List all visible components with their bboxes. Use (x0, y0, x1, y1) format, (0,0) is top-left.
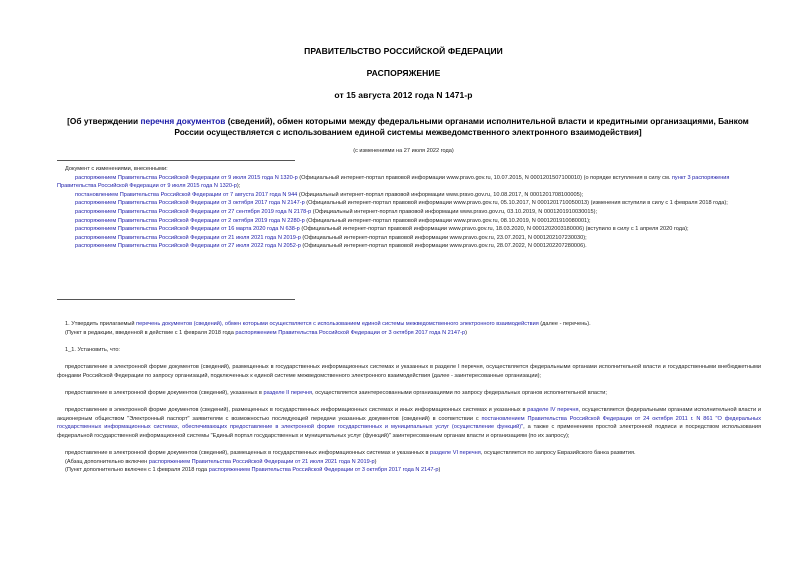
change-link[interactable]: распоряжением Правительства Российской Федерации от 16 марта 2020 года N 638-р (75, 226, 300, 233)
paragraph-5 (57, 406, 761, 440)
resolution-861-link[interactable]: постановлением Правительства Российской Федерации от 24 октября 2011 г. N 861 "О федеральных государственных информационных системах, обеспечивающих предоставление в электронной форме государственных и муниципальных услуг (осуществление функций)" (57, 415, 761, 431)
text: , осуществляется заинтересованными организациями по запросу федеральных органов исполнительной власти; (312, 389, 607, 396)
paragraph-2: 1_1. Установить, что: (65, 346, 120, 353)
amendment-link[interactable]: распоряжением Правительства Российской Федерации от 21 июля 2021 года N 2019-р (148, 458, 375, 465)
change-text: (Официальный интернет-портал правовой информации www.pravo.gov.ru, 08.10.2019, N 0001201910080001); (304, 217, 591, 224)
edition-note: (с изменениями на 27 июля 2022 года) (353, 148, 454, 154)
text: ) (374, 458, 377, 465)
list-link[interactable]: перечень документов (сведений), обмен которыми осуществляется с использованием единой системы межведомственного электронного взаимодействия (136, 321, 539, 327)
section-iv-link[interactable]: разделе IV перечня (527, 406, 579, 413)
change-link[interactable]: распоряжением Правительства Российской Федерации от 21 июля 2021 года N 2019-р (75, 234, 301, 241)
paragraph-1 (57, 320, 761, 329)
change-item (57, 174, 761, 191)
text: ) (465, 329, 467, 336)
change-item (57, 225, 761, 234)
amendment-link[interactable]: распоряжением Правительства Российской Федерации от 3 октября 2017 года N 2147-р (235, 329, 466, 336)
text: предоставление в электронной форме документов (сведений), размещенных в государственных информационных системах и иных информационных системах и указанных в (65, 406, 528, 413)
change-text: (Официальный интернет-портал правовой информации www.pravo.gov.ru, 10.07.2015, N 0001201507100010) (о порядке вступления в силу см. (297, 174, 672, 181)
document-body (57, 320, 761, 475)
change-link[interactable]: распоряжением Правительства Российской Федерации от 27 июля 2022 года N 2052-р (75, 243, 301, 250)
section-ii-link[interactable]: разделе II перечня (263, 389, 313, 396)
text: ) (438, 467, 441, 474)
note-2 (57, 466, 761, 475)
change-link[interactable]: распоряжением Правительства Российской Федерации от 9 июля 2015 года N 1320-р (75, 174, 298, 181)
title-suffix: (сведений), обмен которыми между федеральными органами исполнительной власти и кредитными организациями, Банком России осуществляется с использованием единой системы межведомственного электронного взаимодействия] (174, 116, 749, 137)
text: , осуществляется федеральными органами исполнительной власти и акционерным обществом "Электронный паспорт" заявителям с возможностью последующей передачи указанных документов (сведений) в соответствии с (57, 406, 762, 422)
change-text: (Официальный интернет-портал правовой информации www.pravo.gov.ru, 28.07.2022, N 0001202207280006). (300, 243, 587, 250)
paragraph-3: предоставление в электронной форме документов (сведений), размещенных в государственных информационных системах и указанных в разделе I перечня, осуществляется федеральными органами исполнительной власти и государственными внебюджетными фондами Российской Федерации по запросу организаций, подключенных к единой системе межведомственного электронного взаимодействия (далее - заинтересованные организации); (57, 363, 761, 379)
change-item (57, 208, 761, 217)
change-item (57, 242, 761, 251)
change-text: (Официальный интернет-портал правовой информации www.pravo.gov.ru, 05.10.2017, N 0001201710050013) (изменения вступили в силу с 1 февраля 2018 года); (304, 200, 728, 207)
title-link[interactable]: перечня документов (140, 116, 226, 126)
text: (Пункт в редакции, введенной в действие с 1 февраля 2018 года (65, 329, 236, 336)
change-item (57, 199, 761, 208)
amendment-link[interactable]: распоряжением Правительства Российской Федерации от 3 октября 2017 года N 2147-р (208, 467, 439, 474)
change-link[interactable]: распоряжением Правительства Российской Федерации от 27 сентября 2019 года N 2178-р (75, 208, 312, 215)
change-text: (Официальный интернет-портал правовой информации www.pravo.gov.ru, 18.03.2020, N 0001202003180006) (вступило в силу с 1 апреля 2020 года); (299, 226, 689, 233)
changes-list (57, 165, 761, 251)
change-link[interactable]: распоряжением Правительства Российской Федерации от 2 октября 2019 года N 2280-р (75, 217, 305, 224)
paragraph-4 (57, 389, 761, 398)
change-item (57, 217, 761, 226)
government-heading: ПРАВИТЕЛЬСТВО РОССИЙСКОЙ ФЕДЕРАЦИИ (304, 46, 503, 56)
change-link[interactable]: распоряжением Правительства Российской Федерации от 3 октября 2017 года N 2147-р (75, 200, 305, 207)
changes-heading: Документ с изменениями, внесенными: (65, 166, 168, 172)
change-text: (Официальный интернет-портал правовой информации www.pravo.gov.ru, 10.08.2017, N 0001201708100005); (297, 191, 584, 198)
change-text-secondary: ); (236, 183, 241, 190)
text: предоставление в электронной форме документов (сведений), указанных в (65, 389, 264, 396)
text: (далее - перечень). (538, 321, 591, 327)
section-vi-link[interactable]: разделе VI перечня (430, 449, 481, 456)
paragraph-6 (57, 449, 761, 458)
change-link-secondary[interactable]: пункт 3 распоряжения Правительства Российской Федерации от 9 июля 2015 года N 1320-р (57, 174, 730, 190)
paragraph-1-note (57, 329, 761, 338)
note-1 (57, 458, 761, 467)
change-item (57, 191, 761, 200)
text: (Абзац дополнительно включен (65, 458, 149, 465)
change-text: (Официальный интернет-портал правовой информации www.pravo.gov.ru, 03.10.2019, N 0001201910030015); (311, 208, 598, 215)
change-item (57, 234, 761, 243)
divider-bottom (57, 299, 295, 300)
document-title (56, 116, 760, 138)
change-link[interactable]: постановлением Правительства Российской Федерации от 7 августа 2017 года N 944 (75, 191, 298, 198)
document-type-heading: РАСПОРЯЖЕНИЕ (366, 68, 441, 78)
text: (Пункт дополнительно включен с 1 февраля 2018 года (65, 467, 209, 474)
date-number-heading: от 15 августа 2012 года N 1471-р (334, 90, 473, 100)
title-prefix: [Об утверждении (67, 116, 141, 126)
divider-top (57, 160, 295, 161)
change-text: (Официальный интернет-портал правовой информации www.pravo.gov.ru, 23.07.2021, N 0001202107230030); (300, 234, 587, 241)
text: предоставление в электронной форме документов (сведений), размещенных в государственных информационных системах и указанных в (65, 449, 430, 456)
text: , осуществляется по запросу Евразийского банка развития. (480, 449, 636, 456)
text: 1. Утвердить прилагаемый (65, 321, 137, 327)
text: , а также с применением простой электронной подписи и посредством использования федеральной государственной информационной системы "Единый портал государственных и муниципальных услуг (функций)" заинтересованным органам власти и организациям (по их запросу); (57, 424, 761, 439)
